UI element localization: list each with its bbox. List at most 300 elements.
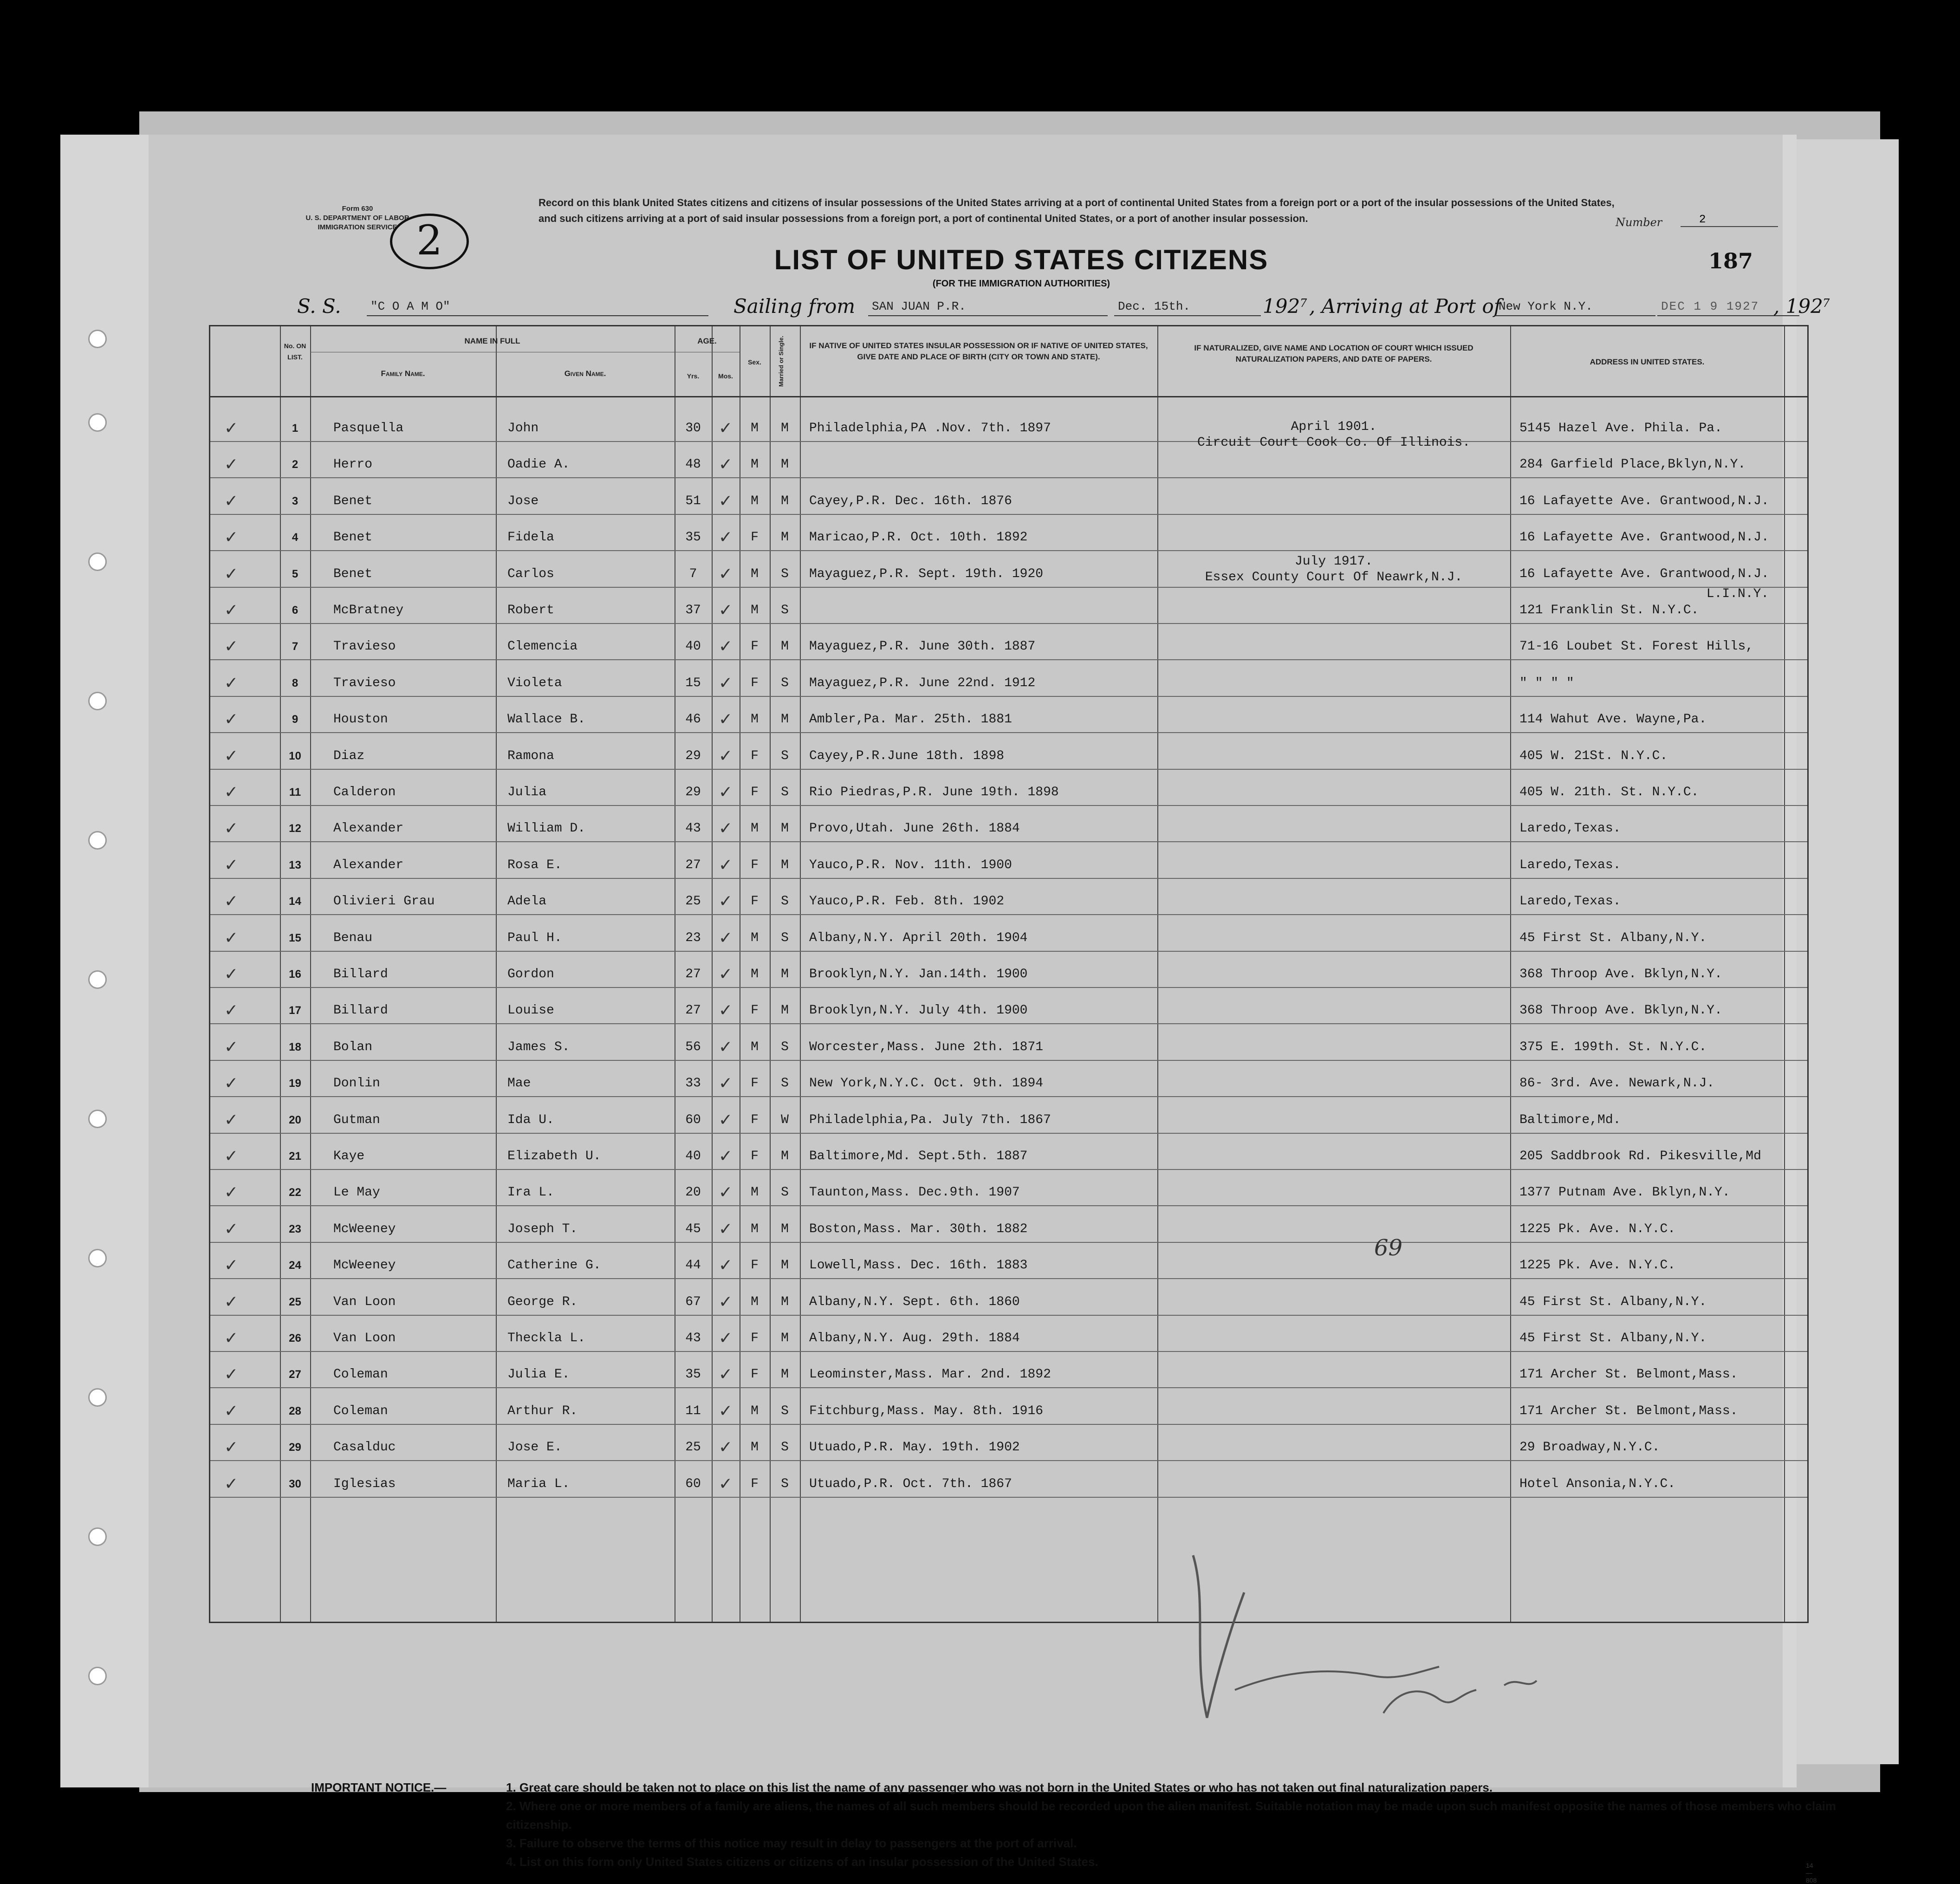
passenger-table <box>209 325 1809 1623</box>
cell-age: 40 <box>685 639 701 654</box>
naturalization-date: April 1901. <box>1291 420 1377 434</box>
cell-sex: F <box>751 676 759 690</box>
cell-birth: Provo,Utah. June 26th. 1884 <box>809 821 1020 836</box>
cell-given: Fidela <box>507 530 554 545</box>
column-header-married: Married or Single. <box>778 336 785 387</box>
check-mark: ✓ <box>718 1401 733 1421</box>
binder-hole <box>88 1249 107 1267</box>
cell-birth: Yauco,P.R. Nov. 11th. 1900 <box>809 858 1012 872</box>
cell-sex: F <box>751 1476 759 1491</box>
page-subtitle: (FOR THE IMMIGRATION AUTHORITIES) <box>932 279 1110 289</box>
cell-address: 114 Wahut Ave. Wayne,Pa. <box>1519 712 1707 727</box>
check-mark: ✓ <box>224 1074 239 1093</box>
cell-status: M <box>781 457 789 472</box>
cell-sex: M <box>751 603 759 617</box>
cell-sex: F <box>751 1331 759 1345</box>
cell-age: 43 <box>685 821 701 836</box>
cell-family: Casalduc <box>333 1440 396 1455</box>
cell-family: Travieso <box>333 639 396 654</box>
cell-birth: Boston,Mass. Mar. 30th. 1882 <box>809 1221 1028 1236</box>
cell-age: 60 <box>685 1112 701 1127</box>
year-prefix: 192 <box>1263 295 1300 318</box>
check-mark: ✓ <box>718 1183 733 1202</box>
check-mark: ✓ <box>224 528 239 547</box>
cell-status: S <box>781 566 789 581</box>
cell-status: M <box>781 858 789 872</box>
cell-status: S <box>781 1476 789 1491</box>
cell-family: Benet <box>333 494 373 508</box>
cell-sex: M <box>751 1403 759 1418</box>
cell-sex: F <box>751 1258 759 1273</box>
check-mark: ✓ <box>224 892 239 911</box>
cell-no: 8 <box>292 676 299 689</box>
check-mark: ✓ <box>718 965 733 984</box>
column-header-name-group: NAME IN FULL <box>464 337 520 345</box>
cell-status: M <box>781 421 789 435</box>
arrival-date-stamp: DEC 1 9 1927 <box>1657 295 1799 316</box>
cell-birth: Yauco,P.R. Feb. 8th. 1902 <box>809 894 1005 909</box>
binder-hole <box>88 970 107 989</box>
check-mark: ✓ <box>224 710 239 729</box>
cell-address: 171 Archer St. Belmont,Mass. <box>1519 1367 1738 1382</box>
department-name: U. S. DEPARTMENT OF LABOR <box>305 214 409 222</box>
cell-family: McWeeney <box>333 1221 396 1236</box>
cell-sex: M <box>751 1185 759 1200</box>
arrival-year-digit: 7 <box>1823 297 1830 310</box>
cell-age: 23 <box>685 930 701 945</box>
cell-age: 27 <box>685 858 701 872</box>
cell-family: Benau <box>333 930 373 945</box>
binder-hole <box>88 1110 107 1128</box>
pencil-annotation: 69 <box>1374 1235 1403 1261</box>
cell-family: Billard <box>333 967 388 981</box>
cell-no: 17 <box>289 1004 301 1017</box>
cell-no: 21 <box>289 1150 301 1163</box>
cell-family: Bolan <box>333 1039 373 1054</box>
service-name: IMMIGRATION SERVICE <box>318 223 397 231</box>
ss-label: S. S. <box>297 295 341 318</box>
cell-birth: Rio Piedras,P.R. June 19th. 1898 <box>809 785 1059 799</box>
cell-sex: M <box>751 1221 759 1236</box>
cell-birth: Mayaguez,P.R. June 22nd. 1912 <box>809 676 1036 690</box>
check-mark: ✓ <box>718 601 733 620</box>
check-mark: ✓ <box>224 455 239 474</box>
cell-given: Ramona <box>507 748 554 763</box>
cell-age: 35 <box>685 1367 701 1382</box>
cell-no: 10 <box>289 749 301 762</box>
cell-age: 45 <box>685 1221 701 1236</box>
cell-address: " " " " <box>1519 676 1574 690</box>
cell-status: M <box>781 1331 789 1345</box>
cell-family: Van Loon <box>333 1331 396 1345</box>
binder-hole <box>88 552 107 571</box>
cell-given: Adela <box>507 894 547 909</box>
cell-given: Julia <box>507 785 547 799</box>
cell-no: 16 <box>289 968 301 981</box>
cell-age: 40 <box>685 1149 701 1163</box>
check-mark: ✓ <box>718 1256 733 1275</box>
cell-age: 29 <box>685 748 701 763</box>
naturalization-court: Essex County Court Of Neawrk,N.J. <box>1205 570 1463 585</box>
cell-given: Carlos <box>507 566 554 581</box>
cell-status: M <box>781 1003 789 1018</box>
cell-address: 45 First St. Albany,N.Y. <box>1519 1294 1707 1309</box>
cell-family: Donlin <box>333 1076 380 1091</box>
cell-family: Herro <box>333 457 373 472</box>
cell-age: 7 <box>689 566 697 581</box>
form-sheet <box>149 135 1837 1884</box>
binder-hole <box>88 413 107 432</box>
cell-address: 368 Throop Ave. Bklyn,N.Y. <box>1519 967 1722 981</box>
cell-given: George R. <box>507 1294 578 1309</box>
cell-no: 7 <box>292 640 299 653</box>
cell-status: S <box>781 1039 789 1054</box>
cell-family: Houston <box>333 712 388 727</box>
cell-birth: Brooklyn,N.Y. July 4th. 1900 <box>809 1003 1028 1018</box>
cell-address: 16 Lafayette Ave. Grantwood,N.J. <box>1519 494 1769 508</box>
cell-address: 86- 3rd. Ave. Newark,N.J. <box>1519 1076 1715 1091</box>
binder-hole <box>88 692 107 710</box>
naturalization-court: Circuit Court Cook Co. Of Illinois. <box>1197 435 1471 450</box>
cell-address: Hotel Ansonia,N.Y.C. <box>1519 1476 1676 1491</box>
cell-address: 284 Garfield Place,Bklyn,N.Y. <box>1519 457 1746 472</box>
cell-given: Ira L. <box>507 1185 554 1200</box>
check-mark: ✓ <box>718 1074 733 1093</box>
cell-address: 45 First St. Albany,N.Y. <box>1519 1331 1707 1345</box>
cell-given: Julia E. <box>507 1367 570 1382</box>
cell-status: S <box>781 748 789 763</box>
departure-date: Dec. 15th. <box>1114 295 1261 316</box>
check-mark: ✓ <box>224 1438 239 1457</box>
cell-status: S <box>781 1403 789 1418</box>
cell-status: M <box>781 967 789 981</box>
cell-no: 22 <box>289 1186 301 1199</box>
cell-family: Pasquella <box>333 421 404 435</box>
cell-given: William D. <box>507 821 586 836</box>
column-header-family: Family Name. <box>381 369 425 378</box>
cell-age: 33 <box>685 1076 701 1091</box>
cell-sex: F <box>751 748 759 763</box>
binder-hole <box>88 1527 107 1546</box>
cell-no: 30 <box>289 1477 301 1490</box>
cell-no: 3 <box>292 494 299 507</box>
cell-family: Diaz <box>333 748 365 763</box>
check-mark: ✓ <box>224 601 239 620</box>
check-mark: ✓ <box>224 1401 239 1421</box>
cell-status: M <box>781 1258 789 1273</box>
cell-sex: F <box>751 1367 759 1382</box>
cell-age: 25 <box>685 894 701 909</box>
check-mark: ✓ <box>224 673 239 693</box>
cell-address: Baltimore,Md. <box>1519 1112 1621 1127</box>
cell-sex: M <box>751 1440 759 1455</box>
arrival-year-prefix: , 192 <box>1773 295 1823 318</box>
cell-address: 121 Franklin St. N.Y.C. <box>1519 603 1699 617</box>
column-header-naturalized: IF NATURALIZED, GIVE NAME AND LOCATION OF COURT WHICH ISSUED NATURALIZATION PAPERS, AND DATE OF PAPERS. <box>1194 344 1473 364</box>
notice-item-4: 4. List on this form only United States citizens or citizens of an insular possession of the United States. <box>506 1855 1098 1869</box>
sailing-port: SAN JUAN P.R. <box>868 295 1108 316</box>
cell-status: S <box>781 603 789 617</box>
check-mark: ✓ <box>718 1474 733 1494</box>
page-title: LIST OF UNITED STATES CITIZENS <box>774 244 1269 275</box>
cell-age: 27 <box>685 1003 701 1018</box>
voyage-line <box>297 295 1829 327</box>
cell-family: Iglesias <box>333 1476 396 1491</box>
circled-sheet-number: 2 <box>390 214 469 269</box>
check-mark: ✓ <box>224 965 239 984</box>
cell-address: 405 W. 21th. St. N.Y.C. <box>1519 785 1699 799</box>
cell-age: 25 <box>685 1440 701 1455</box>
cell-age: 15 <box>685 676 701 690</box>
column-header-given: Given Name. <box>564 369 606 378</box>
cell-sex: M <box>751 1294 759 1309</box>
cell-family: Kaye <box>333 1149 365 1163</box>
check-mark: ✓ <box>224 783 239 802</box>
cell-status: S <box>781 676 789 690</box>
naturalization-date: July 1917. <box>1294 554 1373 569</box>
cell-status: M <box>781 639 789 654</box>
cell-given: Elizabeth U. <box>507 1149 601 1163</box>
cell-birth: Utuado,P.R. Oct. 7th. 1867 <box>809 1476 1012 1491</box>
column-divider <box>1510 326 1511 1622</box>
cell-birth <box>809 594 1153 627</box>
cell-no: 12 <box>289 822 301 835</box>
cell-age: 29 <box>685 785 701 799</box>
cell-address: 16 Lafayette Ave. Grantwood,N.J. <box>1519 530 1769 545</box>
cell-given: Paul H. <box>507 930 562 945</box>
cell-age: 60 <box>685 1476 701 1491</box>
cell-sex: F <box>751 639 759 654</box>
cell-no: 25 <box>289 1295 301 1308</box>
check-mark: ✓ <box>718 528 733 547</box>
check-mark: ✓ <box>224 1474 239 1494</box>
check-mark: ✓ <box>224 855 239 875</box>
cell-given: Ida U. <box>507 1112 554 1127</box>
check-mark: ✓ <box>224 1365 239 1384</box>
check-mark: ✓ <box>718 564 733 584</box>
cell-age: 30 <box>685 421 701 435</box>
cell-birth: Mayaguez,P.R. June 30th. 1887 <box>809 639 1036 654</box>
cell-no: 26 <box>289 1332 301 1345</box>
check-mark: ✓ <box>224 1183 239 1202</box>
check-mark: ✓ <box>224 419 239 438</box>
column-divider <box>496 326 497 1622</box>
cell-no: 6 <box>292 604 299 617</box>
binder-hole <box>88 1388 107 1407</box>
cell-birth <box>809 448 1153 481</box>
manifest-page <box>60 135 1837 1884</box>
page-number: 187 <box>1708 248 1753 273</box>
cell-no: 5 <box>292 567 299 580</box>
cell-no: 4 <box>292 531 299 544</box>
cell-given: John <box>507 421 539 435</box>
cell-address: 71-16 Loubet St. Forest Hills, <box>1519 639 1754 654</box>
check-mark: ✓ <box>718 892 733 911</box>
check-mark: ✓ <box>224 1110 239 1130</box>
cell-no: 11 <box>289 786 301 799</box>
column-header-age: AGE. <box>697 337 717 345</box>
form-number: Form 630 <box>342 205 373 213</box>
check-mark: ✓ <box>224 491 239 511</box>
notice-item-1-text: 1. Great care should be taken not to place on this list the name of any passenger who was not born in the United States or who has not taken out final naturalization papers. <box>506 1780 1493 1794</box>
check-mark: ✓ <box>224 928 239 948</box>
cell-family: McBratney <box>333 603 404 617</box>
column-divider <box>310 326 311 1622</box>
cell-birth: New York,N.Y.C. Oct. 9th. 1894 <box>809 1076 1044 1091</box>
cell-age: 11 <box>685 1403 701 1418</box>
check-mark: ✓ <box>718 419 733 438</box>
cell-given: Arthur R. <box>507 1403 578 1418</box>
check-mark: ✓ <box>718 1219 733 1239</box>
naturalization-herro <box>1157 419 1510 451</box>
cell-family: Alexander <box>333 821 404 836</box>
cell-sex: M <box>751 712 759 727</box>
cell-status: S <box>781 1185 789 1200</box>
cell-age: 27 <box>685 967 701 981</box>
cell-status: M <box>781 821 789 836</box>
cell-status: M <box>781 712 789 727</box>
check-mark: ✓ <box>718 491 733 511</box>
cell-given: Jose E. <box>507 1440 562 1455</box>
binder-hole <box>88 831 107 850</box>
cell-status: M <box>781 1221 789 1236</box>
cell-birth: Albany,N.Y. Sept. 6th. 1860 <box>809 1294 1020 1309</box>
cell-birth: Albany,N.Y. Aug. 29th. 1884 <box>809 1331 1020 1345</box>
cell-no: 18 <box>289 1040 301 1053</box>
column-divider <box>800 326 801 1622</box>
cell-given: Joseph T. <box>507 1221 578 1236</box>
cell-birth: Philadelphia,PA .Nov. 7th. 1897 <box>809 421 1051 435</box>
notice-heading: IMPORTANT NOTICE.— <box>311 1780 447 1794</box>
column-header-yrs: Yrs. <box>687 372 700 380</box>
cell-age: 35 <box>685 530 701 545</box>
check-mark: ✓ <box>224 1147 239 1166</box>
cell-address: 1377 Putnam Ave. Bklyn,N.Y. <box>1519 1185 1730 1200</box>
cell-family: Olivieri Grau <box>333 894 435 909</box>
naturalization-mcbratney <box>1157 554 1510 585</box>
cell-address: 45 First St. Albany,N.Y. <box>1519 930 1707 945</box>
cell-no: 14 <box>289 895 301 908</box>
check-mark: ✓ <box>718 1438 733 1457</box>
cell-no: 19 <box>289 1077 301 1090</box>
header-divider <box>210 396 1807 397</box>
cell-given: Oadie A. <box>507 457 570 472</box>
cell-family: Benet <box>333 530 373 545</box>
cell-age: 20 <box>685 1185 701 1200</box>
cell-age: 67 <box>685 1294 701 1309</box>
cell-sex: F <box>751 894 759 909</box>
cell-no: 1 <box>292 422 299 435</box>
cell-no: 9 <box>292 713 299 726</box>
cell-status: M <box>781 494 789 508</box>
cell-given: Robert <box>507 603 554 617</box>
check-mark: ✓ <box>224 819 239 838</box>
cell-sex: F <box>751 530 759 545</box>
cell-age: 37 <box>685 603 701 617</box>
cell-status: S <box>781 930 789 945</box>
check-mark: ✓ <box>718 1001 733 1020</box>
cell-sex: F <box>751 1076 759 1091</box>
cell-status: M <box>781 1294 789 1309</box>
check-mark: ✓ <box>224 1001 239 1020</box>
cell-sex: M <box>751 457 759 472</box>
check-mark: ✓ <box>224 1219 239 1239</box>
cell-birth: Worcester,Mass. June 2th. 1871 <box>809 1039 1044 1054</box>
cell-status: S <box>781 894 789 909</box>
binder-hole <box>88 330 107 348</box>
cell-status: S <box>781 1076 789 1091</box>
year-digit: 7 <box>1300 297 1307 310</box>
cell-no: 28 <box>289 1404 301 1417</box>
cell-sex: F <box>751 1003 759 1018</box>
column-header-no: No. ON LIST. <box>284 342 306 361</box>
cell-birth: Ambler,Pa. Mar. 25th. 1881 <box>809 712 1012 727</box>
number-value: 2 <box>1681 214 1778 227</box>
cell-birth: Cayey,P.R. Dec. 16th. 1876 <box>809 494 1012 508</box>
check-mark: ✓ <box>718 637 733 656</box>
cell-sex: M <box>751 1039 759 1054</box>
cell-sex: F <box>751 785 759 799</box>
check-mark: ✓ <box>224 1037 239 1057</box>
cell-given: Theckla L. <box>507 1331 586 1345</box>
check-mark: ✓ <box>718 1110 733 1130</box>
print-code: 14—808 <box>1806 1862 1817 1884</box>
column-header-birth: IF NATIVE OF UNITED STATES INSULAR POSSESSION OR IF NATIVE OF UNITED STATES, GIVE DATE AND PLACE OF BIRTH (CITY OR TOWN AND STATE). <box>809 341 1148 361</box>
cell-address: 405 W. 21St. N.Y.C. <box>1519 748 1668 763</box>
check-mark: ✓ <box>718 1147 733 1166</box>
arriving-label: , Arriving at Port of <box>1309 295 1501 318</box>
check-mark: ✓ <box>718 855 733 875</box>
cell-no: 20 <box>289 1113 301 1126</box>
cell-address: 205 Saddbrook Rd. Pikesville,Md <box>1519 1149 1761 1163</box>
cell-family: Le May <box>333 1185 380 1200</box>
cell-age: 56 <box>685 1039 701 1054</box>
cell-family: Alexander <box>333 858 404 872</box>
cell-sex: M <box>751 967 759 981</box>
cell-given: Catherine G. <box>507 1258 601 1273</box>
cell-sex: M <box>751 421 759 435</box>
cell-family: Van Loon <box>333 1294 396 1309</box>
cell-status: W <box>781 1112 789 1127</box>
cell-given: Rosa E. <box>507 858 562 872</box>
cell-given: Gordon <box>507 967 554 981</box>
check-mark: ✓ <box>224 637 239 656</box>
cell-address: 29 Broadway,N.Y.C. <box>1519 1440 1660 1455</box>
check-mark: ✓ <box>718 1292 733 1312</box>
cell-given: James S. <box>507 1039 570 1054</box>
inspector-signature <box>1179 1537 1597 1732</box>
cell-given: Violeta <box>507 676 562 690</box>
form-instructions: Record on this blank United States citizens and citizens of insular possessions of the United States arriving at a port of continental United States from a foreign port or a port of the insular possessions of the United States, and such citizens arriving at a port of said insular possessions from a foreign port, a port of continental United States, or a port of another insular possession. <box>539 197 1615 224</box>
cell-given: Mae <box>507 1076 531 1091</box>
cell-age: 43 <box>685 1331 701 1345</box>
cell-no: 27 <box>289 1368 301 1381</box>
cell-family: Coleman <box>333 1403 388 1418</box>
cell-sex: M <box>751 821 759 836</box>
cell-family: Billard <box>333 1003 388 1018</box>
cell-birth: Brooklyn,N.Y. Jan.14th. 1900 <box>809 967 1028 981</box>
cell-given: Maria L. <box>507 1476 570 1491</box>
cell-birth: Maricao,P.R. Oct. 10th. 1892 <box>809 530 1028 545</box>
cell-address: Laredo,Texas. <box>1519 858 1621 872</box>
cell-given: Louise <box>507 1003 554 1018</box>
cell-birth: Baltimore,Md. Sept.5th. 1887 <box>809 1149 1028 1163</box>
check-mark: ✓ <box>718 673 733 693</box>
binder-hole <box>88 1667 107 1685</box>
cell-family: Gutman <box>333 1112 380 1127</box>
cell-no: 29 <box>289 1441 301 1454</box>
check-mark: ✓ <box>718 819 733 838</box>
